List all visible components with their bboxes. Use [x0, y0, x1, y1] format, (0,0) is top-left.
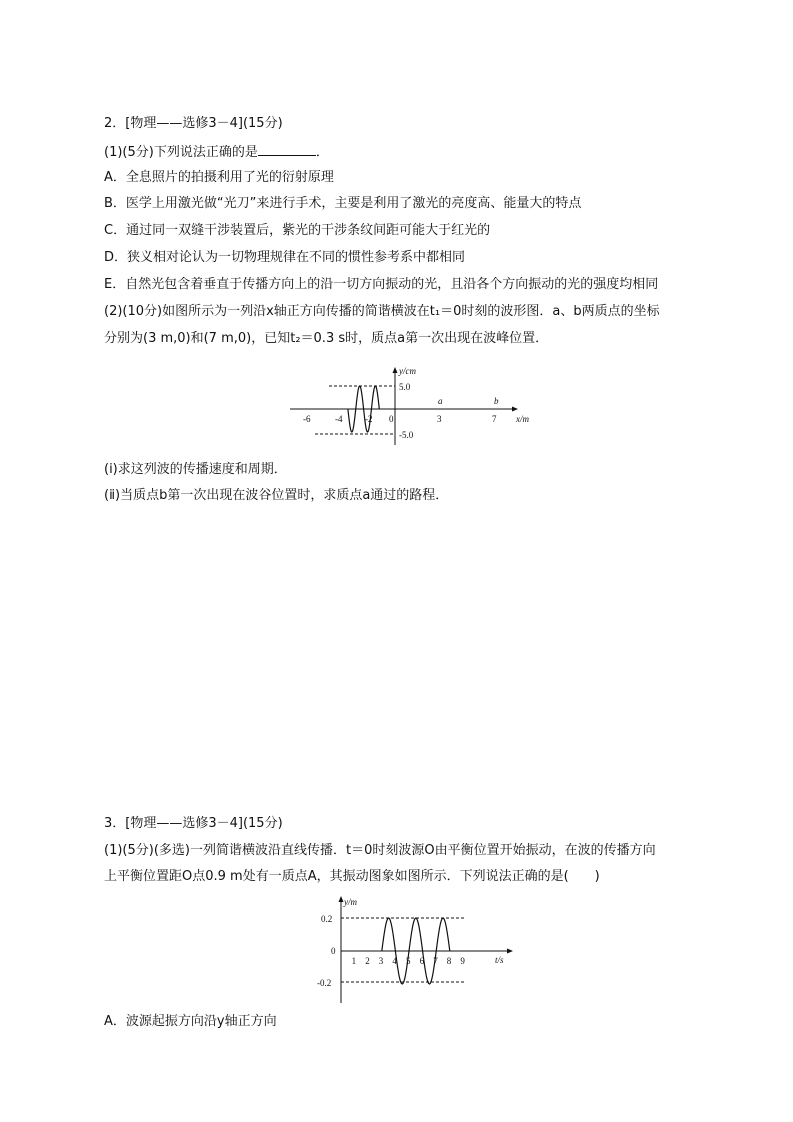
q2-option-b: B．医学上用激光做“光刀”来进行手术，主要是利用了激光的亮度高、能量大的特点	[104, 196, 582, 211]
vib-ylabel: y/m	[344, 897, 357, 907]
vib-ytick-top: 0.2	[321, 914, 333, 924]
q3-option-a: A．波源起振方向沿y轴正方向	[104, 1014, 277, 1029]
q2-sub-ii: (ⅱ)当质点b第一次出现在波谷位置时，求质点a通过的路程．	[104, 488, 449, 503]
vib-xtick-1: 1	[351, 956, 357, 966]
wave-ytick-top: 5.0	[399, 382, 411, 392]
wave-graph	[285, 360, 545, 450]
q2-option-e: E．自然光包含着垂直于传播方向上的沿一切方向振动的光，且沿各个方向振动的光的强度均相同	[104, 277, 659, 292]
vib-xtick-5: 5	[406, 956, 411, 966]
wave-ytick-bottom: -5.0	[399, 430, 414, 440]
wave-xlabel: x/m	[516, 414, 529, 424]
wave-y-arrow	[393, 367, 398, 373]
vib-xtick-2: 2	[365, 956, 370, 966]
q2-option-d: D．狭义相对论认为一切物理规律在不同的惯性参考系中都相同	[104, 250, 466, 265]
q2-part2-line2: 分别为(3 m,0)和(7 m,0)，已知t₂＝0.3 s时，质点a第一次出现在波峰位置．	[104, 331, 549, 346]
vibration-graph	[305, 893, 515, 1008]
q2-option-c: C．通过同一双缝干涉装置后，紫光的干涉条纹间距可能大于红光的	[104, 223, 491, 238]
vib-t-arrow	[507, 949, 513, 954]
vib-xtick-8: 8	[446, 956, 452, 966]
vib-xlabel: t/s	[495, 955, 504, 965]
wave-xtick-neg6: -6	[303, 414, 311, 424]
wave-x-arrow	[512, 407, 518, 412]
wave-point-b: b	[494, 396, 499, 406]
vib-ytick-zero: 0	[331, 946, 336, 956]
vib-xtick-7: 7	[433, 956, 438, 966]
q2-option-a: A．全息照片的拍摄利用了光的衍射原理	[104, 170, 334, 185]
wave-xtick-3: 3	[437, 414, 442, 424]
vib-xtick-6: 6	[419, 956, 425, 966]
wave-xtick-neg4: -4	[335, 414, 343, 424]
vib-ytick-bottom: -0.2	[317, 978, 332, 988]
q3-part1-line1: (1)(5分)(多选)一列简谐横波沿直线传播．t＝0时刻波源O由平衡位置开始振动，在波的传播方向	[104, 843, 656, 858]
wave-xtick-0: 0	[389, 414, 394, 424]
q3-header: 3．[物理——选修3－4](15分)	[104, 816, 283, 831]
wave-point-a: a	[438, 396, 443, 406]
q2-sub-i: (ⅰ)求这列波的传播速度和周期．	[104, 462, 287, 477]
q2-part1-end: ．	[315, 145, 329, 160]
vib-xtick-3: 3	[378, 956, 384, 966]
q2-header: 2．[物理——选修3－4](15分)	[104, 116, 283, 131]
q3-part1-line2: 上平衡位置距O点0.9 m处有一质点A，其振动图象如图所示．下列说法正确的是( )	[104, 869, 600, 884]
vib-y-arrow	[339, 896, 344, 902]
vib-xtick-9: 9	[460, 956, 465, 966]
answer-blank	[258, 143, 316, 156]
vib-xtick-4: 4	[392, 956, 397, 966]
q2-part1	[104, 143, 329, 162]
wave-xtick-7: 7	[492, 414, 497, 424]
q2-part1-text: (1)(5分)下列说法正确的是	[104, 145, 258, 160]
wave-xtick-neg2: -2	[365, 414, 373, 424]
q2-part2-line1: (2)(10分)如图所示为一列沿x轴正方向传播的简谐横波在t₁＝0时刻的波形图．a、b两质点的坐标	[104, 304, 660, 319]
wave-ylabel: y/cm	[399, 366, 416, 376]
